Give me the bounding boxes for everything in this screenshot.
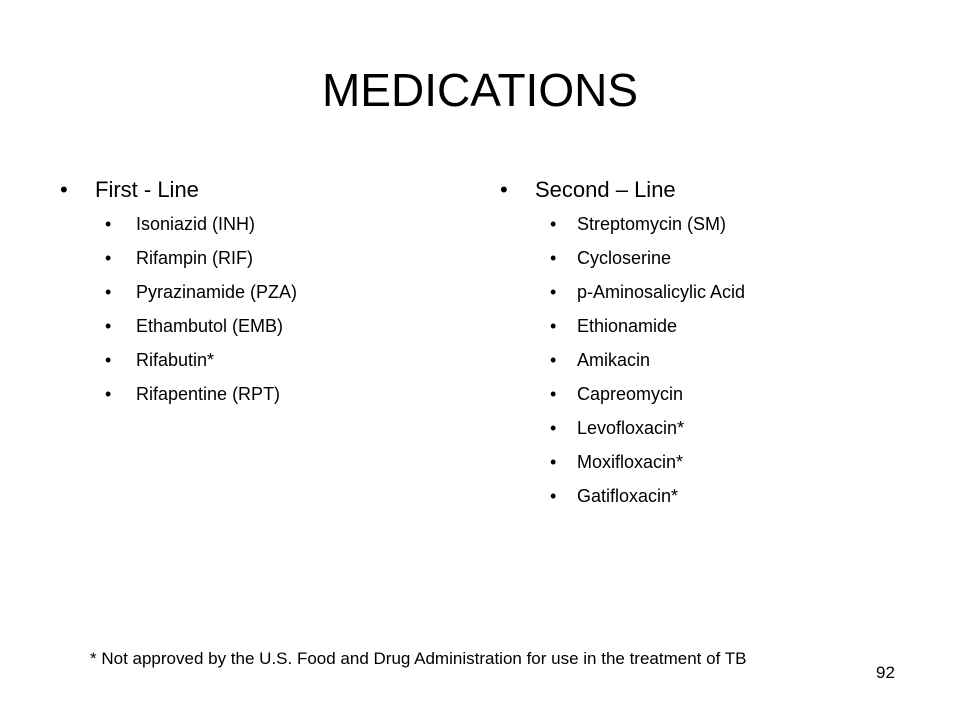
drug-name: Levofloxacin* (577, 418, 685, 438)
drug-name: Cycloserine (577, 248, 672, 268)
drug-name: p-Aminosalicylic Acid (577, 282, 746, 302)
bullet: • (500, 177, 508, 202)
drug-name: Pyrazinamide (PZA) (136, 282, 298, 302)
list-item (550, 412, 745, 446)
list-item (550, 480, 745, 514)
second-line-list (500, 208, 745, 514)
drug-name: Gatifloxacin* (577, 486, 679, 506)
bullet: • (105, 248, 112, 268)
list-item (550, 310, 745, 344)
bullet: • (550, 282, 557, 302)
first-line-heading (60, 172, 297, 208)
list-item (550, 344, 745, 378)
footnote: * Not approved by the U.S. Food and Drug Administration for use in the treatment of TB (90, 649, 747, 668)
bullet: • (550, 486, 557, 506)
bullet: • (105, 384, 112, 404)
list-item (105, 310, 297, 344)
second-line-heading-label: Second – Line (535, 177, 676, 202)
drug-name: Rifapentine (RPT) (136, 384, 281, 404)
drug-name: Ethionamide (577, 316, 678, 336)
bullet: • (105, 350, 112, 370)
bullet: • (550, 316, 557, 336)
bullet: • (105, 214, 112, 234)
bullet: • (550, 350, 557, 370)
list-item (550, 208, 745, 242)
bullet: • (60, 177, 68, 202)
second-line-heading (500, 172, 745, 208)
list-item (550, 378, 745, 412)
drug-name: Isoniazid (INH) (136, 214, 256, 234)
list-item (105, 276, 297, 310)
first-line-heading-label: First - Line (95, 177, 199, 202)
bullet: • (550, 418, 557, 438)
bullet: • (550, 248, 557, 268)
drug-name: Moxifloxacin* (577, 452, 684, 472)
slide-title: MEDICATIONS (321, 64, 639, 116)
bullet: • (105, 316, 112, 336)
list-item (105, 344, 297, 378)
list-item (550, 446, 745, 480)
first-line-column (60, 172, 297, 412)
list-item (550, 276, 745, 310)
drug-name: Rifampin (RIF) (136, 248, 254, 268)
page-number: 92 (876, 663, 895, 682)
drug-name: Capreomycin (577, 384, 684, 404)
list-item (105, 242, 297, 276)
list-item (105, 378, 297, 412)
drug-name: Streptomycin (SM) (577, 214, 727, 234)
list-item (105, 208, 297, 242)
bullet: • (550, 384, 557, 404)
bullet: • (550, 452, 557, 472)
list-item (550, 242, 745, 276)
drug-name: Ethambutol (EMB) (136, 316, 284, 336)
bullet: • (105, 282, 112, 302)
bullet: • (550, 214, 557, 234)
drug-name: Rifabutin* (136, 350, 215, 370)
first-line-list (60, 208, 297, 412)
drug-name: Amikacin (577, 350, 651, 370)
second-line-column (500, 172, 745, 514)
